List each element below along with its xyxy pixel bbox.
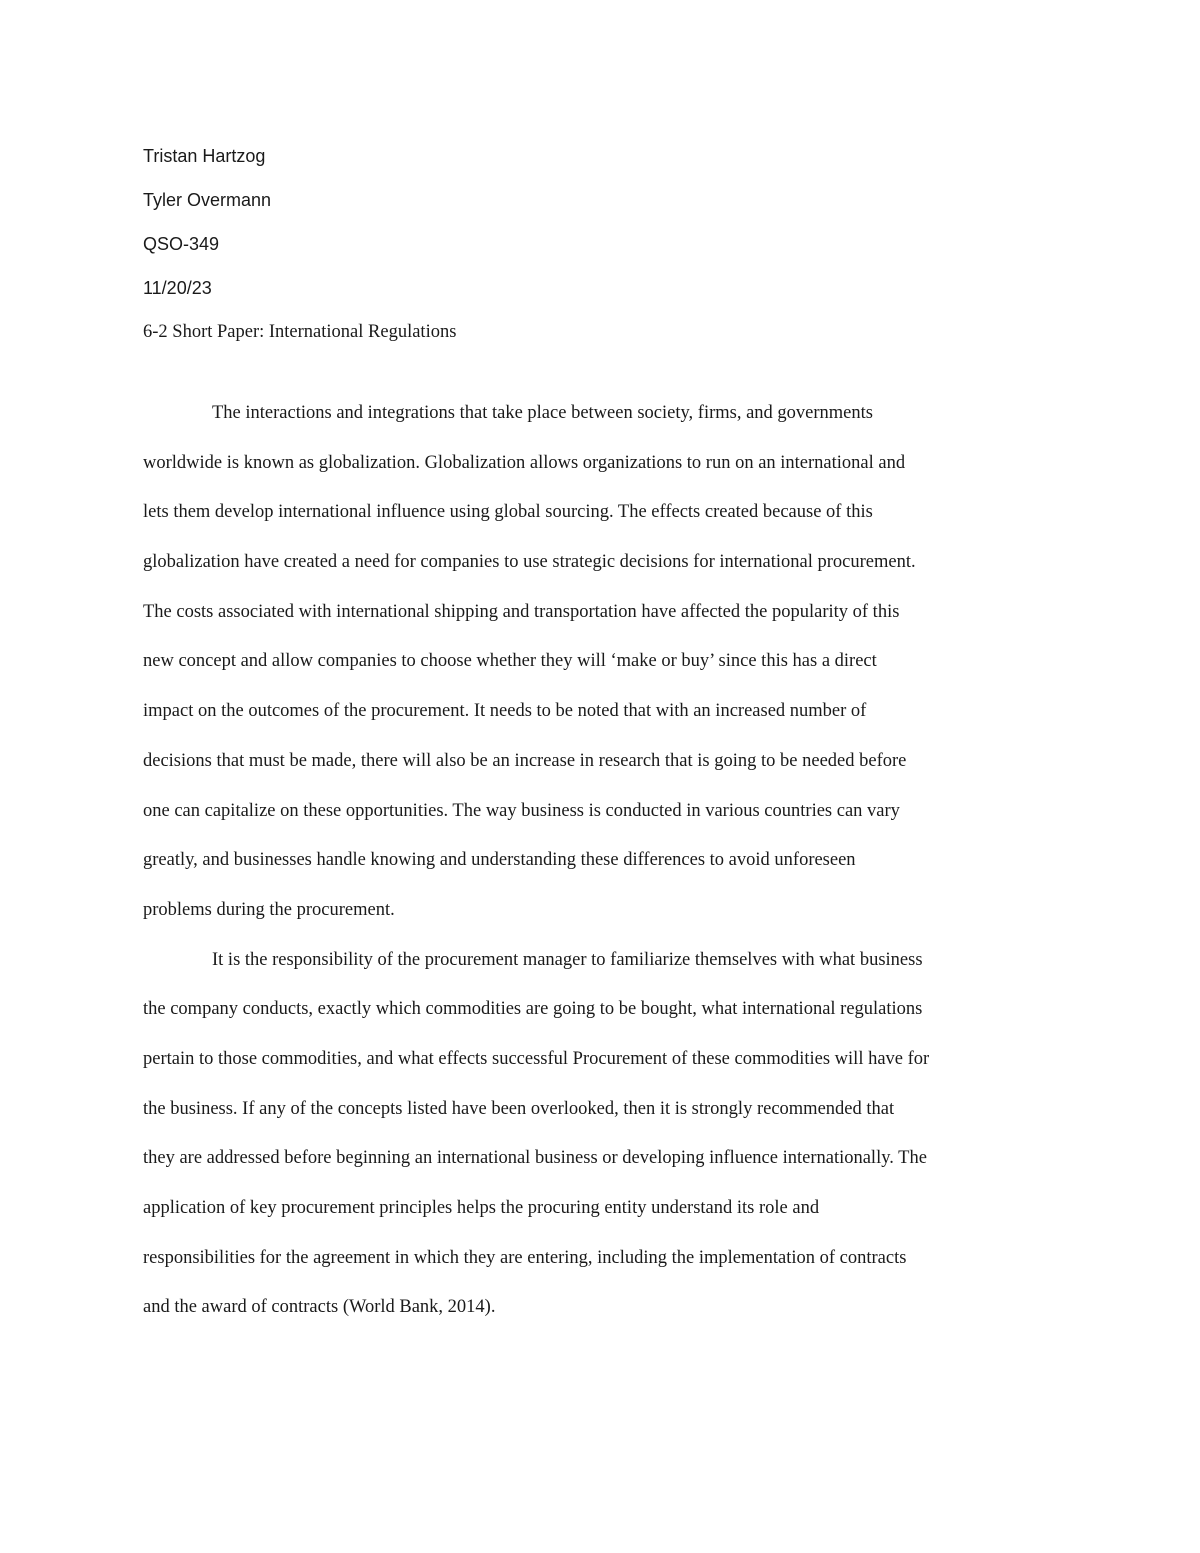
course-code: QSO-349 (143, 234, 220, 254)
paragraph-line: the business. If any of the concepts listed have been overlooked, then it is strongly recommended that (143, 1098, 895, 1119)
paragraph-line: greatly, and businesses handle knowing and understanding these differences to avoid unforeseen (143, 850, 856, 871)
paragraph-line: the company conducts, exactly which commodities are going to be bought, what international regulations (143, 999, 923, 1020)
paper-body (143, 389, 1063, 1333)
paragraph-1 (143, 389, 1063, 936)
paragraph-line: The interactions and integrations that take place between society, firms, and governments (212, 403, 873, 423)
paragraph-line: globalization have created a need for companies to use strategic decisions for international procurement. (143, 552, 916, 573)
paragraph-line: lets them develop international influence using global sourcing. The effects created because of this (143, 502, 873, 523)
paragraph-line: worldwide is known as globalization. Globalization allows organizations to run on an international and (143, 452, 906, 473)
paragraph-line: pertain to those commodities, and what effects successful Procurement of these commodities will have for (143, 1048, 930, 1069)
paragraph-line: The costs associated with international shipping and transportation have affected the popularity of this (143, 601, 900, 622)
paragraph-line: impact on the outcomes of the procurement. It needs to be noted that with an increased number of (143, 701, 867, 722)
paragraph-line: It is the responsibility of the procurement manager to familiarize themselves with what business (212, 949, 923, 970)
paragraph-line: problems during the procurement. (143, 899, 395, 920)
paper-date: 11/20/23 (143, 278, 212, 298)
instructor-name: Tyler Overmann (143, 190, 272, 210)
paper-header (143, 138, 1063, 358)
paragraph-line: new concept and allow companies to choose whether they will ‘make or buy’ since this has a direct (143, 651, 877, 672)
paragraph-line: decisions that must be made, there will also be an increase in research that is going to be needed before (143, 750, 907, 771)
paper-title: 6-2 Short Paper: International Regulations (143, 322, 457, 342)
paragraph-line: application of key procurement principles helps the procuring entity understand its role and (143, 1198, 820, 1218)
paragraph-line: and the award of contracts (World Bank, 2014). (143, 1297, 496, 1318)
paragraph-2 (143, 936, 1063, 1334)
paragraph-line: they are addressed before beginning an international business or developing influence internationally. The (143, 1148, 927, 1169)
paragraph-line: one can capitalize on these opportunities. The way business is conducted in various countries can vary (143, 800, 900, 821)
paragraph-line: responsibilities for the agreement in which they are entering, including the implementation of contracts (143, 1247, 907, 1268)
student-name: Tristan Hartzog (143, 146, 266, 166)
